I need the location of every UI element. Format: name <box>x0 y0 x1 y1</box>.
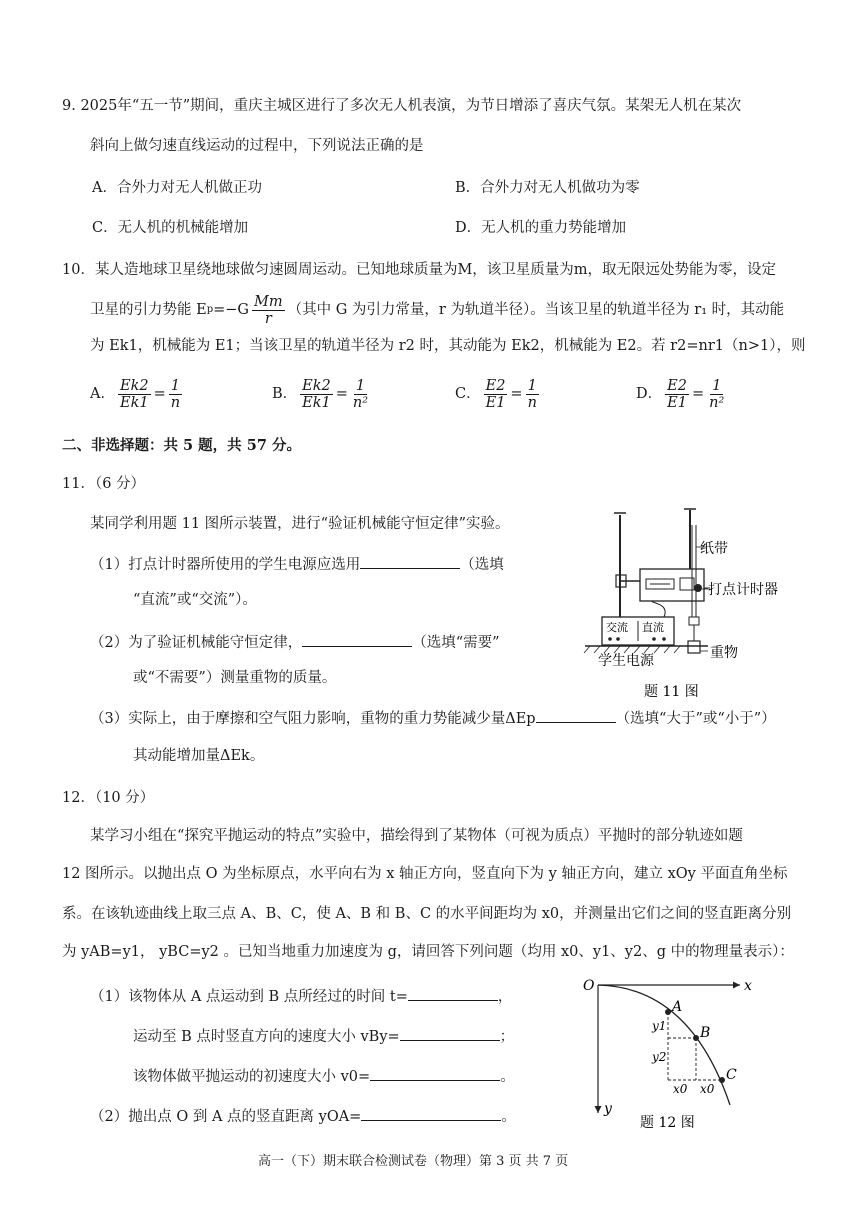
q10-ep-sub: p <box>206 304 214 315</box>
q11-blank-2[interactable] <box>302 630 412 647</box>
q12-stem-line2: 12 图所示。以抛出点 O 为坐标原点，水平向右为 x 轴正方向，竖直向下为 y 轴正方向，建立 xOy 平面直角坐标 <box>62 866 788 882</box>
figure-12-trajectory <box>580 975 770 1135</box>
fig12-label-x0-first: x0 <box>673 1082 688 1096</box>
q12-stem-line3: 系。在该轨迹曲线上取三点 A、B、C，使 A、B 和 B、C 的水平间距均为 x0，并测量出它们之间的竖直距离分别 <box>62 906 792 922</box>
q11-blank-3[interactable] <box>536 706 616 723</box>
q10-ep-fraction: $\frac{Mm}{r}$ <box>254 293 283 327</box>
q11-header: 11．（6 分） <box>62 476 146 492</box>
q12-header: 12．（10 分） <box>62 790 155 806</box>
fig12-label-x0-second: x0 <box>700 1082 715 1096</box>
q12-part1-vby: 运动至 B 点时竖直方向的速度大小 vBy= ； <box>133 1024 514 1047</box>
q10-ep-eq: =−G <box>213 302 249 318</box>
fig11-label-ac: 交流 <box>606 621 628 634</box>
q10-option-a: A． $\frac{Ek2}{Ek1}$ = $\frac{1}{n}$ <box>90 377 181 411</box>
q12-blank-time[interactable] <box>408 984 498 1001</box>
q11-part1: （1）打点计时器所使用的学生电源应选用 （选填 <box>90 552 504 575</box>
q12-blank-yoa[interactable] <box>361 1104 501 1121</box>
q12-blank-v0[interactable] <box>370 1064 500 1081</box>
q10-option-d: D． $\frac{E2}{E1}$ = $\frac{1}{\text{n²}}$ <box>636 377 725 411</box>
q9-stem-line2: 斜向上做匀速直线运动的过程中，下列说法正确的是 <box>90 138 424 154</box>
fig12-label-y: y <box>604 1101 612 1117</box>
q11-part3-cont: 其动能增加量ΔEk。 <box>133 748 265 764</box>
q9-stem-line1: 9. 2025年“五一节”期间，重庆主城区进行了多次无人机表演，为节日增添了喜庆气氛。某架无人机在某次 <box>62 98 742 114</box>
q12-stem-line1: 某学习小组在“探究平抛运动的特点”实验中，描绘得到了某物体（可视为质点）平抛时的部分轨迹如题 <box>90 828 743 844</box>
fig11-label-tape: 纸带 <box>700 541 728 557</box>
fig11-label-dc: 直流 <box>642 621 664 634</box>
page-footer: 高一（下）期末联合检测试卷（物理）第 3 页 共 7 页 <box>258 1154 569 1169</box>
q9-option-c: C．无人机的机械能增加 <box>92 220 249 236</box>
q11-part3: （3）实际上，由于摩擦和空气阻力影响，重物的重力势能减少量ΔEp （选填“大于”或“小于”） <box>90 706 776 729</box>
q12-blank-vby[interactable] <box>400 1024 500 1041</box>
q12-stem-line4: 为 yAB=y1， yBC=y2 。已知当地重力加速度为 g，请回答下列问题（均用 x0、y1、y2、g 中的物理量表示）： <box>62 944 794 960</box>
fig12-label-c: C <box>726 1067 737 1083</box>
fig12-label-y2: y2 <box>652 1050 667 1064</box>
figure-11-apparatus <box>580 505 780 705</box>
q10-stem-line3: 为 Ek1，机械能为 E1；当该卫星的轨道半径为 r2 时，其动能为 Ek2，机械能为 E2。若 r2=nr1（n>1），则 <box>90 338 806 354</box>
q12-part1-v0: 该物体做平抛运动的初速度大小 v0= 。 <box>133 1064 515 1087</box>
fig12-label-o: O <box>583 978 595 994</box>
fig11-label-timer: 打点计时器 <box>708 582 778 598</box>
fig11-caption: 题 11 图 <box>644 684 699 700</box>
section-heading: 二、非选择题：共 5 题，共 57 分。 <box>62 437 301 454</box>
fig11-label-power: 学生电源 <box>598 653 654 669</box>
q10-option-b: B． $\frac{Ek2}{Ek1}$ = $\frac{1}{\text{n²}}$ <box>272 377 369 411</box>
fig11-label-weight: 重物 <box>710 645 738 661</box>
q12-part2: （2）抛出点 O 到 A 点的竖直距离 yOA= 。 <box>90 1104 516 1127</box>
fig12-label-y1: y1 <box>652 1019 667 1033</box>
q10-ep-label: 卫星的引力势能 E <box>90 302 207 318</box>
q10-ep-note: （其中 G 为引力常量，r 为轨道半径）。当该卫星的轨道半径为 r₁ 时，其动能 <box>287 302 785 318</box>
q9-option-a: A．合外力对无人机做正功 <box>92 180 262 196</box>
q11-part2-cont: 或“不需要”）测量重物的质量。 <box>133 670 337 686</box>
q11-blank-1[interactable] <box>360 552 460 569</box>
q10-stem-line1: 10．某人造地球卫星绕地球做匀速圆周运动。已知地球质量为M，该卫星质量为m，取无限远处势能为零，设定 <box>62 262 777 278</box>
q9-option-d: D．无人机的重力势能增加 <box>455 220 627 236</box>
q11-intro: 某同学利用题 11 图所示装置，进行“验证机械能守恒定律”实验。 <box>90 516 510 532</box>
q9-option-b: B．合外力对无人机做功为零 <box>455 180 640 196</box>
q10-stem-line2 <box>90 290 784 330</box>
q11-part2: （2）为了验证机械能守恒定律， （选填“需要” <box>90 630 500 653</box>
fig12-label-b: B <box>700 1025 711 1041</box>
fig12-label-x: x <box>744 978 752 994</box>
q10-option-c: C． $\frac{E2}{E1}$ = $\frac{1}{n}$ <box>455 377 537 411</box>
q11-part1-cont: “直流”或“交流”）。 <box>133 592 257 608</box>
fig12-label-a: A <box>672 999 683 1015</box>
fig12-caption: 题 12 图 <box>640 1115 695 1131</box>
q12-part1-time: （1）该物体从 A 点运动到 B 点所经过的时间 t= ， <box>90 984 512 1007</box>
